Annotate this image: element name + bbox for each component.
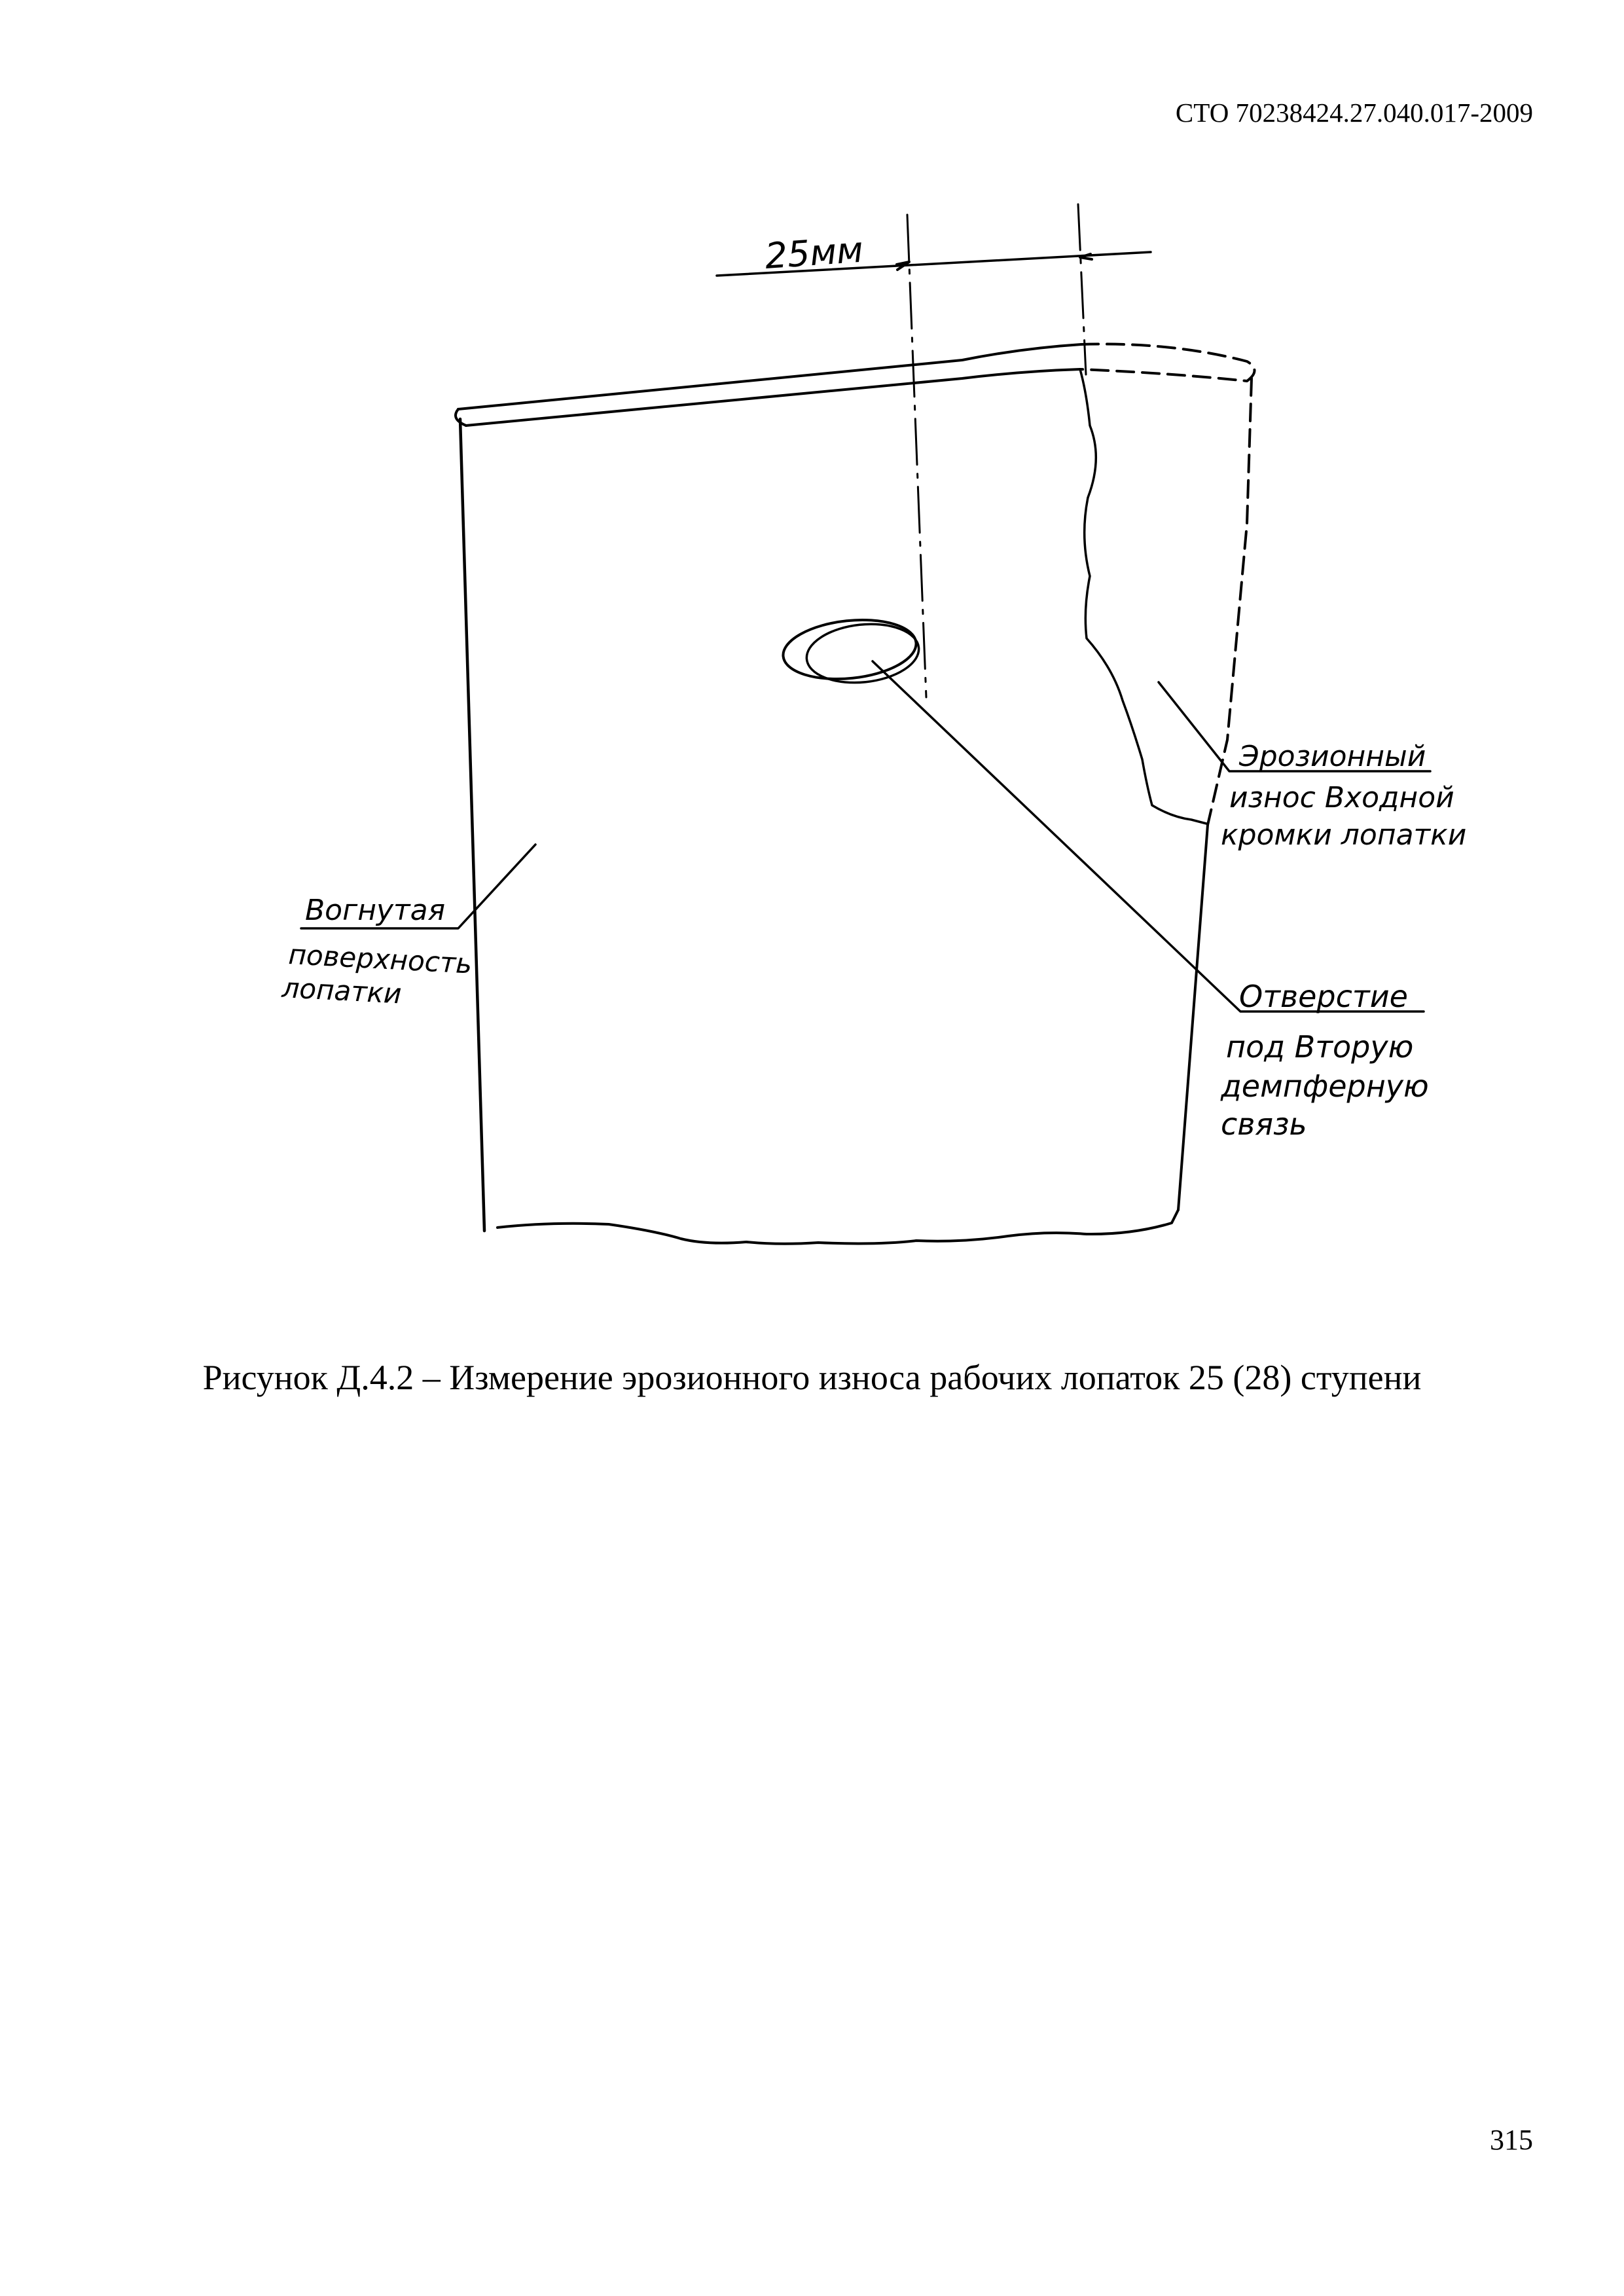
blade-bottom-break-line (497, 1210, 1178, 1244)
original-tip-contour (1080, 344, 1255, 381)
dimension-extension-line-right (1078, 204, 1086, 374)
erosion-callout-line-3: кромки лопатки (1221, 818, 1467, 852)
erosion-callout-line-2: износ Входной (1229, 781, 1454, 814)
dimension-label: 25мм (763, 228, 865, 277)
erosion-callout-line-1: Эрозионный (1239, 740, 1426, 773)
eroded-leading-edge (1080, 369, 1206, 824)
damping-hole-outline (780, 614, 919, 685)
figure-caption: Рисунок Д.4.2 – Измерение эрозионного износа рабочих лопаток 25 (28) ступени (202, 1358, 1422, 1397)
hole-callout-line-1: Отверстие (1239, 979, 1408, 1014)
concave-callout-line-3: лопатки (281, 972, 403, 1010)
concave-callout-line-1: Вогнутая (305, 894, 446, 927)
concave-callout-line-2: поверхность (287, 938, 473, 980)
hole-callout-line-3: демпферную (1221, 1068, 1429, 1104)
document-code: СТО 70238424.27.040.017-2009 (1175, 98, 1533, 128)
hole-callout-line-4: связь (1221, 1106, 1307, 1142)
page-number: 315 (1490, 2124, 1533, 2156)
hole-callout-line-2: под Вторую (1226, 1029, 1414, 1065)
blade-left-edge (460, 419, 484, 1231)
blade-right-edge (1178, 825, 1208, 1210)
dimension-extension-line-left (907, 215, 926, 697)
